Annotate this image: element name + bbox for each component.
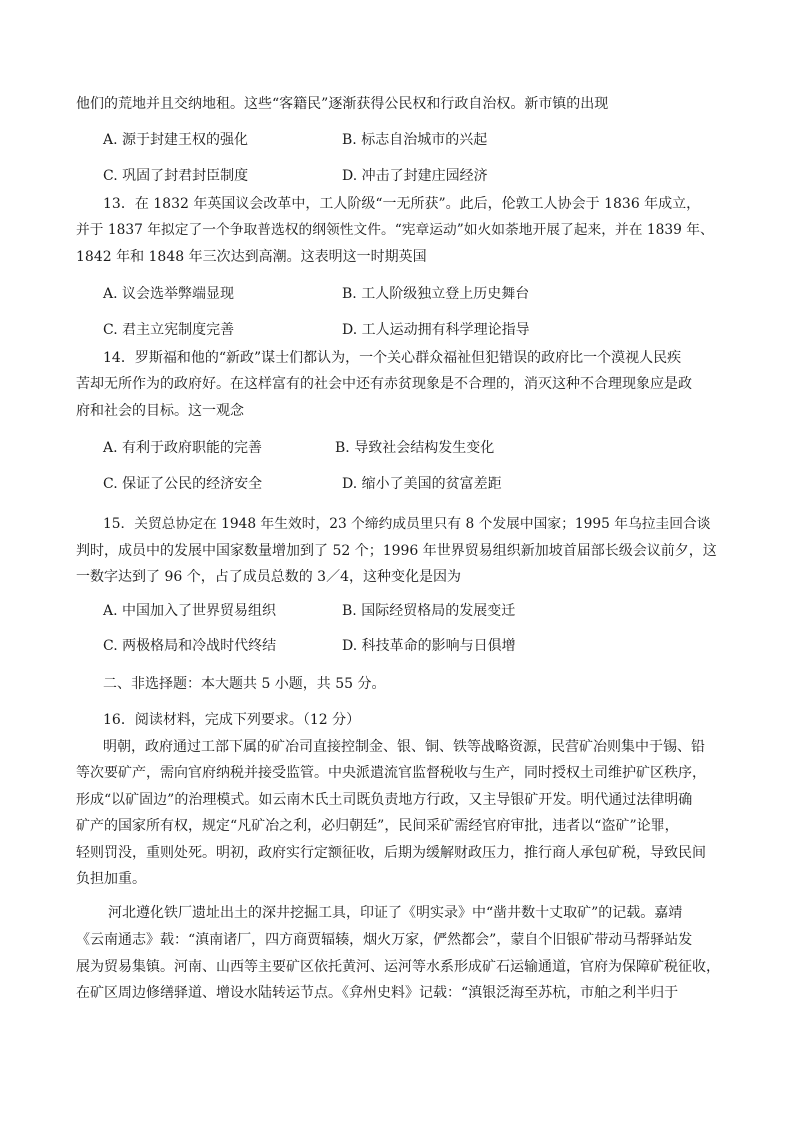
q16-para1-line-2: 等次要矿产，需向官府纳税并接受监管。中央派遣流官监督税收与生产，同时授权土司维护矿区秩序，: [76, 765, 706, 781]
q16-para2-line-1: 河北遵化铁厂遗址出土的深井挖掘工具，印证了《明实录》中“凿井数十丈取矿”的记载。嘉靖: [108, 905, 683, 921]
q16-para2-line-3: 展为贸易集镇。河南、山西等主要矿区依托黄河、运河等水系形成矿石运输通道，官府为保障矿税征收，: [76, 959, 720, 975]
q15-option-b: B. 国际经贸格局的发展变迁: [342, 603, 516, 619]
q15-option-c: C. 两极格局和冷战时代终结: [103, 638, 277, 654]
q16-para1-line-5: 轻则罚没，重则处死。明初，政府实行定额征收，后期为缓解财政压力，推行商人承包矿税，导致民间: [76, 845, 706, 861]
q16-para1-line-3: 形成“以矿固边”的治理模式。如云南木氏土司既负责地方行政，又主导银矿开发。明代通过法律明确: [76, 792, 693, 808]
q14-option-c: C. 保证了公民的经济安全: [103, 476, 263, 492]
q16-para2-line-4: 在矿区周边修缮驿道、增设水陆转运节点。《弇州史料》记载：“滇银泛海至苏杭，市舶之利半归于: [76, 985, 679, 1001]
q12-option-d: D. 冲击了封建庄园经济: [342, 168, 488, 184]
q15-stem-line-1: 15．关贸总协定在 1948 年生效时，23 个缔约成员里只有 8 个发展中国家；1995 年乌拉圭回合谈: [103, 516, 711, 532]
q14-stem-line-2: 苦却无所作为的政府好。在这样富有的社会中还有赤贫现象是不合理的，消灭这种不合理现象应是政: [76, 376, 692, 392]
q16-heading: 16．阅读材料，完成下列要求。（12 分）: [103, 712, 361, 728]
q13-option-a: A. 议会选举弊端显现: [103, 286, 235, 302]
q15-option-a: A. 中国加入了世界贸易组织: [103, 603, 277, 619]
q12-option-c: C. 巩固了封君封臣制度: [103, 168, 249, 184]
q13-option-b: B. 工人阶级独立登上历史舞台: [342, 286, 530, 302]
q16-para1-line-1: 明朝，政府通过工部下属的矿冶司直接控制金、银、铜、铁等战略资源，民营矿冶则集中于锡、铅: [103, 739, 705, 755]
q16-para1-line-6: 负担加重。: [76, 871, 146, 887]
q13-option-d: D. 工人运动拥有科学理论指导: [342, 322, 530, 338]
q14-option-b: B. 导致社会结构发生变化: [335, 440, 495, 456]
q15-stem-line-3: 一数字达到了 96 个，占了成员总数的 3／4，这种变化是因为: [76, 569, 461, 585]
q15-option-d: D. 科技革命的影响与日俱增: [342, 638, 516, 654]
q15-stem-line-2: 判时，成员中的发展中国家数量增加到了 52 个；1996 年世界贸易组织新加坡首届部长级会议前夕，这: [76, 543, 717, 559]
section-2-heading: 二、非选择题：本大题共 5 小题，共 55 分。: [103, 676, 386, 692]
q16-para2-line-2: 《云南通志》载：“滇南诸厂，四方商贾辐辏，烟火万家，俨然都会”，蒙自个旧银矿带动马帮驿站发: [76, 932, 693, 948]
q12-option-b: B. 标志自治城市的兴起: [342, 132, 488, 148]
q14-option-a: A. 有利于政府职能的完善: [103, 440, 263, 456]
q12-option-a: A. 源于封建王权的强化: [103, 132, 249, 148]
q13-stem-line-2: 并于 1837 年拟定了一个争取普选权的纲领性文件。“宪章运动”如火如荼地开展了起来，并在 1839 年、: [76, 222, 714, 238]
q14-option-d: D. 缩小了美国的贫富差距: [342, 476, 502, 492]
q13-stem-line-1: 13．在 1832 年英国议会改革中，工人阶级“一无所获”。此后，伦敦工人协会于 1836 年成立，: [103, 196, 701, 212]
q14-stem-line-1: 14．罗斯福和他的“新政”谋士们都认为，一个关心群众福祉但犯错误的政府比一个漠视人民疾: [103, 350, 682, 366]
q13-stem-line-3: 1842 年和 1848 年三次达到高潮。这表明这一时期英国: [76, 249, 427, 265]
q13-option-c: C. 君主立宪制度完善: [103, 322, 235, 338]
q16-para1-line-4: 矿产的国家所有权，规定“凡矿冶之利，必归朝廷”，民间采矿需经官府审批，违者以“盗矿”论罪，: [76, 818, 679, 834]
intro-tail-line: 他们的荒地并且交纳地租。这些“客籍民”逐渐获得公民权和行政自治权。新市镇的出现: [76, 96, 609, 112]
q14-stem-line-3: 府和社会的目标。这一观念: [76, 403, 244, 419]
